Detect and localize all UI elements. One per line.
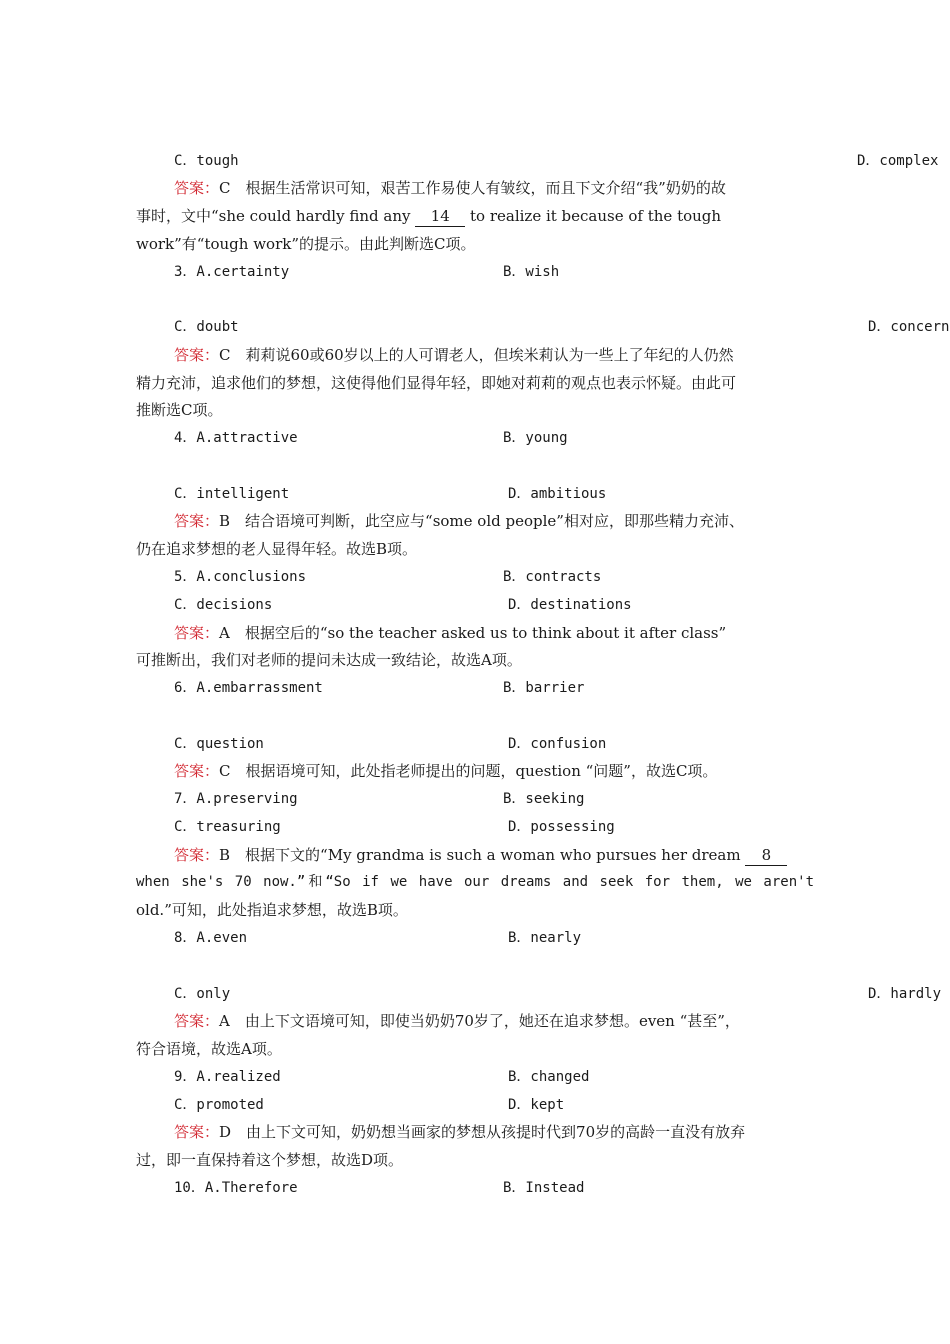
q7-option-d: D．possessing: [508, 819, 615, 835]
q2-answer-line3: work”有“tough work”的提示。由此判断选C项。: [136, 235, 476, 253]
q3-option-d: D．concern: [868, 319, 950, 335]
q5-option-d: D．destinations: [508, 597, 632, 613]
q9-answer-line2: 过，即一直保持着这个梦想，故选D项。: [136, 1151, 404, 1169]
q9-option-a: 9．A.realized: [174, 1069, 281, 1085]
q5-option-b: B．contracts: [503, 569, 602, 585]
q7-option-c: C．treasuring: [174, 819, 281, 835]
q8-answer-line1: 答案：A 由上下文语境可知，即使当奶奶70岁了，她还在追求梦想。even “甚至”，: [174, 1012, 740, 1030]
q3-option-c: C．doubt: [174, 319, 239, 335]
q9-option-d: D．kept: [508, 1097, 565, 1113]
q6-option-b: B．barrier: [503, 680, 585, 696]
answer-label: 答案：: [174, 1123, 220, 1141]
blank-8: 8: [745, 845, 787, 866]
answer-label: 答案：: [174, 1012, 220, 1030]
q3-option-b: B．wish: [503, 264, 560, 280]
q5-option-a: 5．A.conclusions: [174, 569, 307, 585]
q8-option-c: C．only: [174, 986, 231, 1002]
q8-option-b: B．nearly: [508, 930, 582, 946]
q4-option-a: 4．A.attractive: [174, 430, 298, 446]
q3-answer-line1: 答案：C 莉莉说60或60岁以上的人可谓老人，但埃米莉认为一些上了年纪的人仍然: [174, 346, 734, 364]
answer-label: 答案：: [174, 179, 220, 197]
q4-option-d: D．ambitious: [508, 486, 607, 502]
blank-14: 14: [415, 206, 465, 227]
q8-answer-line2: 符合语境，故选A项。: [136, 1040, 282, 1058]
q4-option-c: C．intelligent: [174, 486, 290, 502]
answer-label: 答案：: [174, 846, 220, 864]
q4-answer-line1: 答案：B 结合语境可判断，此空应与“some old people”相对应，即那些精力充沛、: [174, 512, 744, 530]
q9-option-c: C．promoted: [174, 1097, 264, 1113]
q3-answer-line3: 推断选C项。: [136, 401, 223, 419]
answer-label: 答案：: [174, 624, 220, 642]
q6-option-c: C．question: [174, 736, 264, 752]
q5-answer-line1: 答案：A 根据空后的“so the teacher asked us to think about it after class”: [174, 624, 727, 642]
q2-answer-line1: 答案：C 根据生活常识可知，艰苦工作易使人有皱纹，而且下文介绍“我”奶奶的故: [174, 179, 726, 197]
q6-answer-line1: 答案：C 根据语境可知，此处指老师提出的问题，question “问题”，故选C项。: [174, 762, 718, 780]
q4-option-b: B．young: [503, 430, 568, 446]
q3-option-a: 3．A.certainty: [174, 264, 290, 280]
answer-label: 答案：: [174, 512, 220, 530]
q2-option-c: C．tough: [174, 153, 239, 169]
q10-option-b: B．Instead: [503, 1180, 585, 1196]
q2-answer-line2: 事时，文中“she could hardly find any 14 to realize it because of the tough: [136, 207, 722, 225]
q7-answer-line1: 答案：B 根据下文的“My grandma is such a woman who pursues her dream 8: [174, 845, 787, 866]
q10-option-a: 10．A.Therefore: [174, 1180, 298, 1196]
q3-answer-line2: 精力充沛，追求他们的梦想，这使得他们显得年轻，即她对莉莉的观点也表示怀疑。由此可: [136, 374, 737, 392]
q9-option-b: B．changed: [508, 1069, 590, 1085]
q7-answer-line2: when she's 70 now.”和“So if we have our dreams and seek for them, we aren't: [136, 874, 814, 890]
q5-option-c: C．decisions: [174, 597, 273, 613]
answer-label: 答案：: [174, 762, 220, 780]
q7-option-a: 7．A.preserving: [174, 791, 298, 807]
q5-answer-line2: 可推断出，我们对老师的提问未达成一致结论，故选A项。: [136, 651, 522, 669]
q4-answer-line2: 仍在追求梦想的老人显得年轻。故选B项。: [136, 540, 418, 558]
q6-option-d: D．confusion: [508, 736, 607, 752]
q2-option-d: D．complex: [857, 153, 939, 169]
q7-option-b: B．seeking: [503, 791, 585, 807]
q6-option-a: 6．A.embarrassment: [174, 680, 323, 696]
q7-answer-line3: old.”可知，此处指追求梦想，故选B项。: [136, 901, 408, 919]
q8-option-d: D．hardly: [868, 986, 942, 1002]
q9-answer-line1: 答案：D 由上下文可知，奶奶想当画家的梦想从孩提时代到70岁的高龄一直没有放弃: [174, 1123, 746, 1141]
q8-option-a: 8．A.even: [174, 930, 248, 946]
answer-label: 答案：: [174, 346, 220, 364]
